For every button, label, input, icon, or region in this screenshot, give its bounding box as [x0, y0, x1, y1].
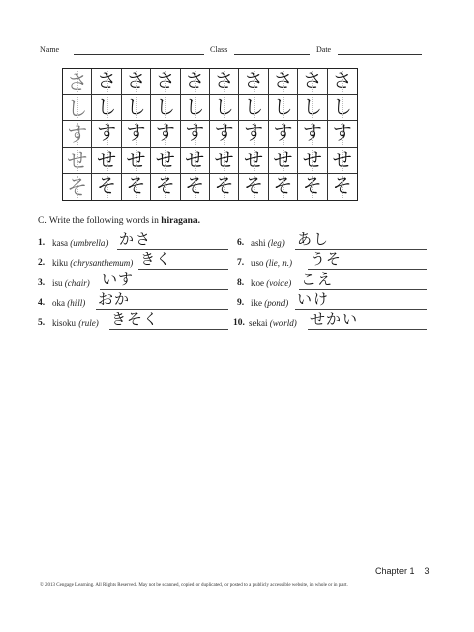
- grid-cell: す: [151, 121, 180, 147]
- grid-cell: し: [92, 95, 121, 121]
- grid-cell: さ: [122, 69, 151, 95]
- worksheet-header: [40, 45, 440, 61]
- section-c-prefix: C. Write the following words in: [38, 216, 162, 226]
- english-meaning: (world): [269, 318, 297, 328]
- grid-cell: さ: [151, 69, 180, 95]
- grid-cell: す: [328, 121, 357, 147]
- romaji-text: kiku: [52, 258, 69, 268]
- chapter-label: Chapter 1: [375, 566, 415, 576]
- grid-cell: し: [181, 95, 210, 121]
- romaji-text: kisoku: [52, 318, 77, 328]
- english-meaning: (umbrella): [70, 238, 109, 248]
- class-label: Class: [210, 45, 228, 54]
- chapter-footer: [375, 566, 430, 576]
- vocab-item: [38, 272, 228, 290]
- answer-line[interactable]: [308, 329, 427, 330]
- grid-cell: せ: [298, 148, 327, 174]
- grid-cell: し: [151, 95, 180, 121]
- grid-cell: さ: [181, 69, 210, 95]
- grid-cell: そ: [298, 174, 327, 200]
- romaji-word: [52, 258, 133, 268]
- english-meaning: (chair): [64, 278, 90, 288]
- handwritten-answer: おか: [98, 290, 131, 308]
- grid-cell: そ: [210, 174, 239, 200]
- grid-cell: そ: [269, 174, 298, 200]
- english-meaning: (lie, n.): [265, 258, 293, 268]
- romaji-word: [52, 298, 85, 308]
- grid-cell: す: [239, 121, 268, 147]
- grid-cell: そ: [63, 174, 92, 200]
- item-number: 5.: [38, 318, 46, 328]
- item-number: 3.: [38, 278, 46, 288]
- date-field-line[interactable]: [338, 54, 422, 55]
- grid-cell: せ: [269, 148, 298, 174]
- grid-cell: し: [63, 95, 92, 121]
- romaji-text: sekai: [249, 318, 268, 328]
- romaji-text: koe: [251, 278, 264, 288]
- grid-cell: さ: [63, 69, 92, 95]
- grid-cell: せ: [181, 148, 210, 174]
- grid-cell: す: [63, 121, 92, 147]
- romaji-word: [249, 318, 297, 328]
- grid-cell: さ: [298, 69, 327, 95]
- answer-line[interactable]: [117, 249, 228, 250]
- romaji-text: ashi: [251, 238, 266, 248]
- grid-cell: す: [269, 121, 298, 147]
- grid-cell: し: [328, 95, 357, 121]
- item-number: 4.: [38, 298, 46, 308]
- grid-cell: し: [122, 95, 151, 121]
- copyright-notice: © 2013 Cengage Learning. All Rights Reserved. May not be scanned, copied or duplicated, or posted to a publicly accessible website, in whole or in part.: [40, 583, 348, 588]
- grid-cell: せ: [239, 148, 268, 174]
- grid-cell: さ: [92, 69, 121, 95]
- handwritten-answer: かさ: [119, 230, 152, 248]
- grid-cell: せ: [63, 148, 92, 174]
- handwritten-answer: いす: [102, 270, 135, 288]
- page-number: 3: [424, 566, 430, 576]
- handwritten-answer: きそく: [111, 310, 160, 328]
- handwritten-answer: うそ: [310, 250, 343, 268]
- name-label: Name: [40, 45, 60, 54]
- vocab-item: [38, 232, 228, 250]
- item-number: 8.: [237, 278, 245, 288]
- grid-cell: さ: [210, 69, 239, 95]
- hiragana-practice-grid: [62, 68, 358, 201]
- handwritten-answer: きく: [140, 250, 173, 268]
- grid-cell: し: [210, 95, 239, 121]
- romaji-text: oka: [52, 298, 65, 308]
- english-meaning: (pond): [264, 298, 289, 308]
- vocab-item: [38, 312, 228, 330]
- grid-cell: そ: [151, 174, 180, 200]
- english-meaning: (leg): [267, 238, 285, 248]
- grid-cell: し: [239, 95, 268, 121]
- english-meaning: (rule): [78, 318, 99, 328]
- grid-cell: し: [269, 95, 298, 121]
- romaji-text: uso: [251, 258, 264, 268]
- handwritten-answer: せかい: [310, 310, 359, 328]
- grid-cell: そ: [92, 174, 121, 200]
- grid-cell: せ: [92, 148, 121, 174]
- handwritten-answer: こえ: [301, 270, 334, 288]
- answer-line[interactable]: [109, 329, 228, 330]
- romaji-word: [251, 238, 285, 248]
- vocab-item: [237, 272, 427, 290]
- english-meaning: (voice): [266, 278, 292, 288]
- item-number: 2.: [38, 258, 46, 268]
- grid-cell: さ: [328, 69, 357, 95]
- grid-cell: そ: [122, 174, 151, 200]
- name-field-line[interactable]: [74, 54, 204, 55]
- section-c-emphasis: hiragana.: [161, 216, 201, 226]
- grid-cell: す: [92, 121, 121, 147]
- romaji-word: [251, 278, 291, 288]
- grid-cell: そ: [239, 174, 268, 200]
- grid-cell: そ: [328, 174, 357, 200]
- grid-cell: せ: [328, 148, 357, 174]
- grid-cell: す: [298, 121, 327, 147]
- grid-cell: し: [298, 95, 327, 121]
- grid-cell: す: [210, 121, 239, 147]
- answer-line[interactable]: [138, 269, 228, 270]
- item-number: 1.: [38, 238, 46, 248]
- grid-cell: さ: [239, 69, 268, 95]
- romaji-word: [251, 258, 292, 268]
- handwritten-answer: あし: [297, 230, 330, 248]
- grid-cell: せ: [210, 148, 239, 174]
- romaji-word: [52, 278, 90, 288]
- item-number: 9.: [237, 298, 245, 308]
- section-c-instructions: [38, 216, 200, 226]
- romaji-text: ike: [251, 298, 262, 308]
- grid-cell: せ: [122, 148, 151, 174]
- item-number: 10.: [233, 318, 245, 328]
- grid-cell: さ: [269, 69, 298, 95]
- romaji-word: [251, 298, 288, 308]
- handwritten-answer: いけ: [297, 290, 330, 308]
- english-meaning: (chrysanthemum): [70, 258, 134, 268]
- romaji-word: [52, 318, 99, 328]
- item-number: 7.: [237, 258, 245, 268]
- item-number: 6.: [237, 238, 245, 248]
- english-meaning: (hill): [67, 298, 86, 308]
- grid-cell: す: [181, 121, 210, 147]
- romaji-word: [52, 238, 108, 248]
- class-field-line[interactable]: [234, 54, 310, 55]
- date-label: Date: [316, 45, 332, 54]
- romaji-text: isu: [52, 278, 63, 288]
- grid-cell: す: [122, 121, 151, 147]
- grid-cell: せ: [151, 148, 180, 174]
- romaji-text: kasa: [52, 238, 68, 248]
- grid-cell: そ: [181, 174, 210, 200]
- vocab-item: [233, 310, 427, 330]
